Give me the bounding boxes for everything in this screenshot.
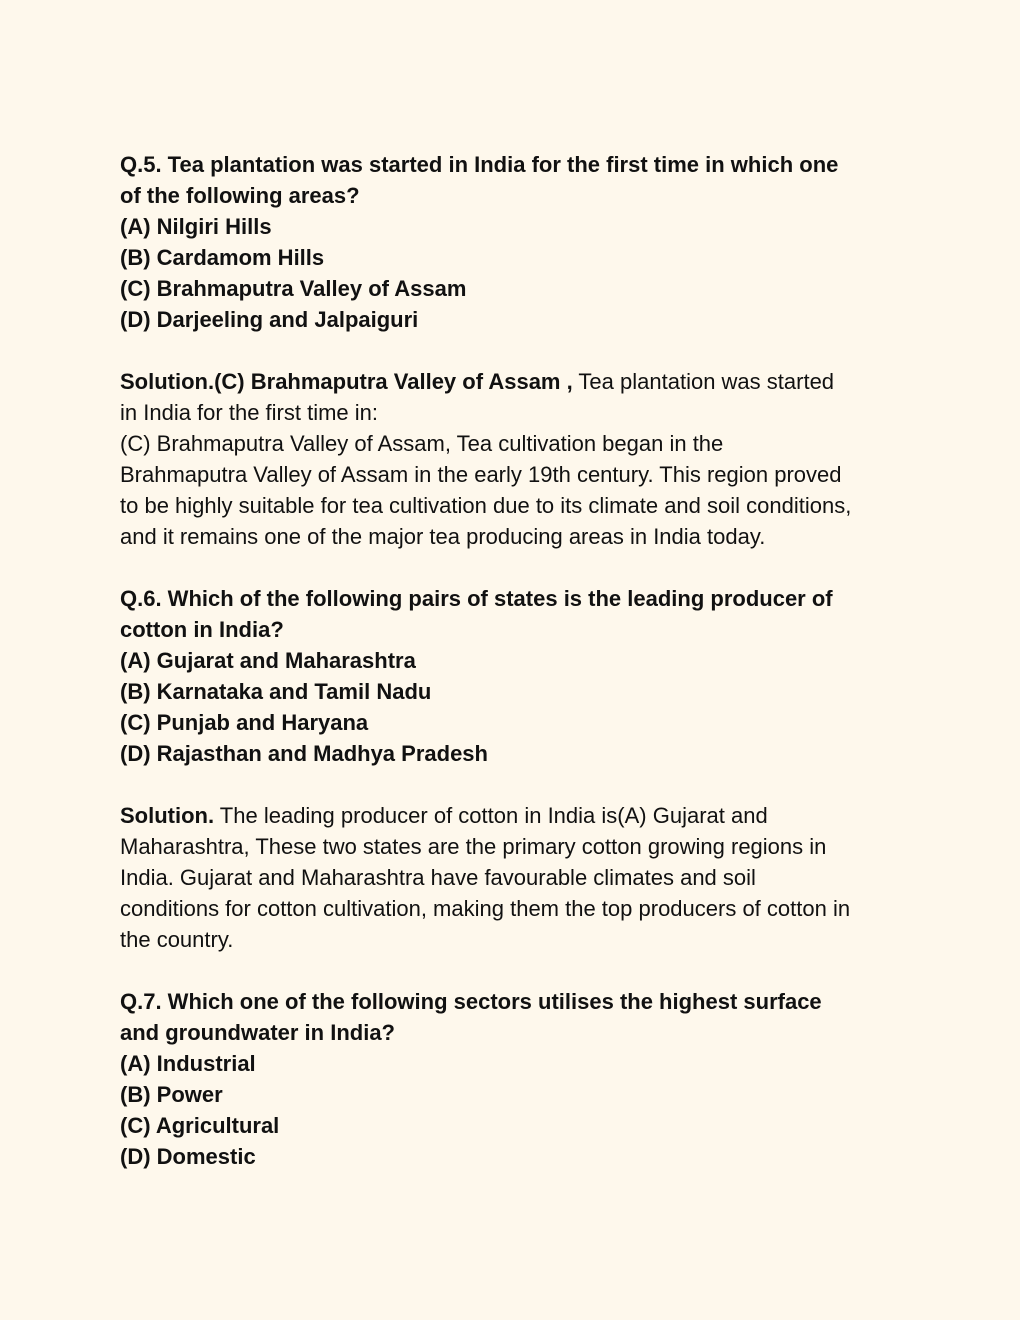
solution-text: India. Gujarat and Maharashtra have favourable climates and soil xyxy=(120,865,756,890)
solution-text: The leading producer of cotton in India is(A) Gujarat and xyxy=(214,803,768,828)
solution-text: in India for the first time in: xyxy=(120,400,378,425)
option-a: (A) Industrial xyxy=(120,1051,256,1076)
option-d: (D) Darjeeling and Jalpaiguri xyxy=(120,307,419,332)
solution-label: Solution. xyxy=(120,803,215,828)
question-text: Q.5. Tea plantation was started in India for the first time in which one xyxy=(120,152,839,177)
option-b: (B) Power xyxy=(120,1082,223,1107)
solution-label: Solution.(C) Brahmaputra Valley of Assam , xyxy=(120,369,573,394)
solution-text: to be highly suitable for tea cultivation due to its climate and soil conditions, xyxy=(120,493,852,518)
option-b: (B) Cardamom Hills xyxy=(120,245,325,270)
solution-6 xyxy=(120,800,920,955)
solution-text: Brahmaputra Valley of Assam in the early 19th century. This region proved xyxy=(120,462,842,487)
solution-5 xyxy=(120,366,920,552)
question-text: Q.6. Which of the following pairs of states is the leading producer of xyxy=(120,586,833,611)
question-text: of the following areas? xyxy=(120,183,360,208)
question-5 xyxy=(120,149,920,335)
solution-text: the country. xyxy=(120,927,234,952)
option-a: (A) Gujarat and Maharashtra xyxy=(120,648,416,673)
solution-text: (C) Brahmaputra Valley of Assam, Tea cultivation began in the xyxy=(120,431,724,456)
document-page xyxy=(120,149,920,1172)
option-c: (C) Punjab and Haryana xyxy=(120,710,369,735)
solution-text: Maharashtra, These two states are the primary cotton growing regions in xyxy=(120,834,827,859)
solution-text: and it remains one of the major tea producing areas in India today. xyxy=(120,524,766,549)
option-a: (A) Nilgiri Hills xyxy=(120,214,272,239)
question-7 xyxy=(120,986,920,1172)
question-text: and groundwater in India? xyxy=(120,1020,395,1045)
option-c: (C) Agricultural xyxy=(120,1113,280,1138)
solution-text: conditions for cotton cultivation, making them the top producers of cotton in xyxy=(120,896,851,921)
option-d: (D) Rajasthan and Madhya Pradesh xyxy=(120,741,488,766)
question-text: cotton in India? xyxy=(120,617,284,642)
solution-text: Tea plantation was started xyxy=(572,369,835,394)
option-c: (C) Brahmaputra Valley of Assam xyxy=(120,276,467,301)
option-d: (D) Domestic xyxy=(120,1144,256,1169)
question-6 xyxy=(120,583,920,769)
option-b: (B) Karnataka and Tamil Nadu xyxy=(120,679,432,704)
question-text: Q.7. Which one of the following sectors utilises the highest surface xyxy=(120,989,822,1014)
